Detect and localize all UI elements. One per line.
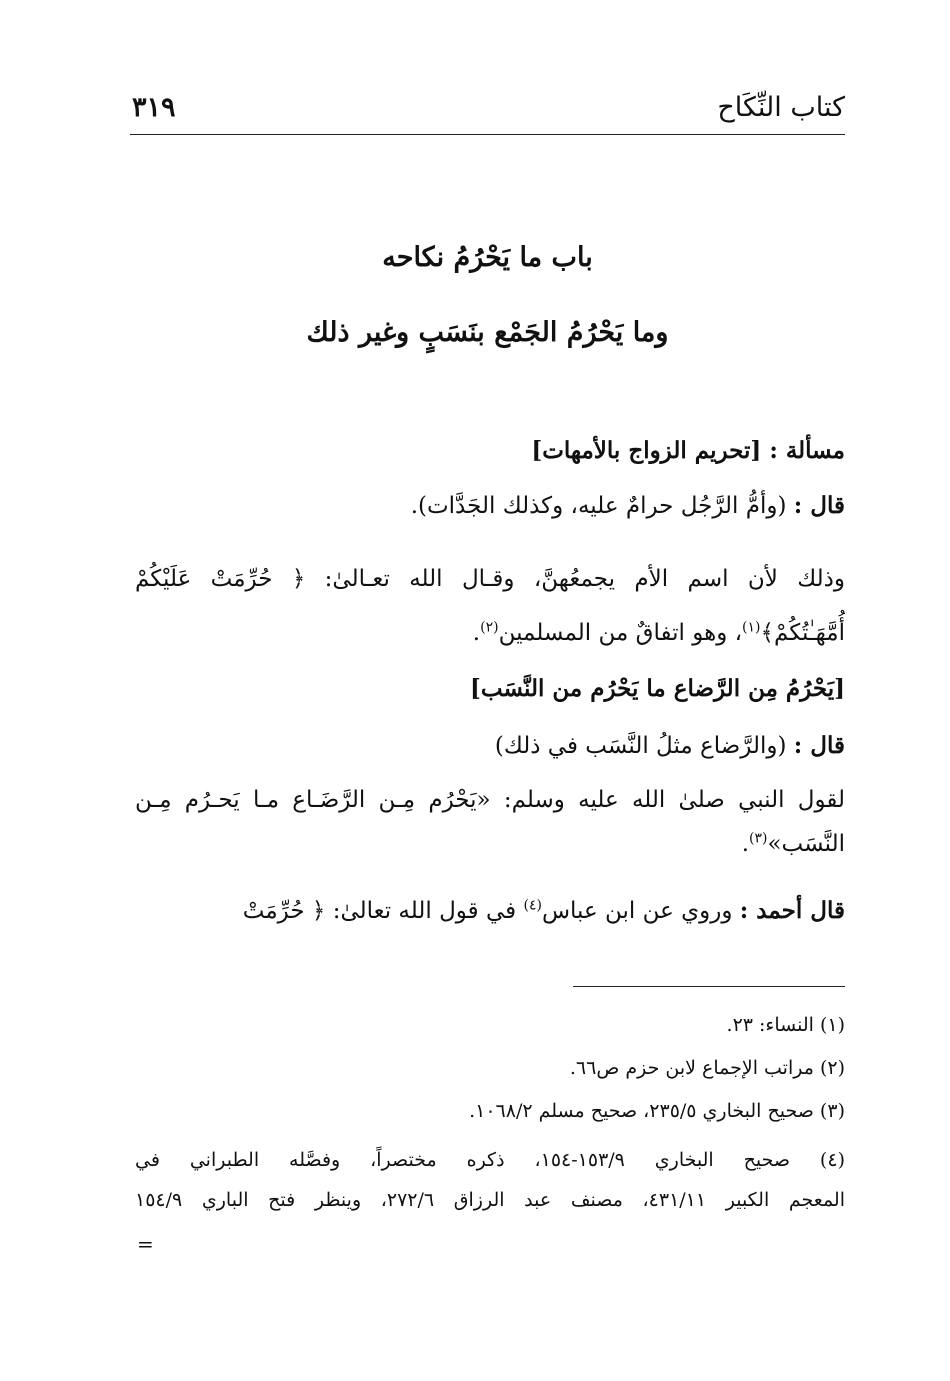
footnote-ref-2: (٢) — [480, 619, 499, 636]
running-header — [130, 92, 845, 132]
footnote-separator — [573, 986, 845, 987]
text-line-3: وذلك لأن اسم الأم يجمعُهنَّ، وقـال الله تعـالىٰ: ﴿ حُرِّمَتْ عَلَيْكُمْ — [135, 566, 845, 592]
text-span: في قول الله تعالىٰ: ﴿ حُرِّمَتْ — [242, 898, 517, 924]
text-span: . — [741, 831, 750, 857]
header-rule — [130, 134, 845, 135]
page-number: ٣١٩ — [132, 92, 176, 123]
section-heading-1: باب ما يَحْرُمُ نكاحه — [382, 242, 593, 273]
quote-text: (والرَّضاع مثلُ النَّسَب في ذلك) — [494, 733, 787, 759]
issue-heading-nursing: [يَحْرُمُ مِن الرَّضاع ما يَحْرُم من النَّسَب] — [470, 675, 845, 702]
footnote-4-line-2: المعجم الكبير ٤٣١/١١، مصنف عبد الرزاق ٢٧٢/٦، وينظر فتح الباري ١٥٤/٩ — [135, 1189, 846, 1211]
footnote-4-line-1: (٤) صحيح البخاري ١٥٣/٩-١٥٤، ذكره مختصراً، وفصَّله الطبراني في — [135, 1149, 845, 1171]
text-span: وروي عن ابن عباس — [541, 898, 733, 924]
footnote-ref-1: (١) — [742, 619, 761, 636]
section-heading-2: وما يَحْرُمُ الجَمْع بنَسَبٍ وغير ذلك — [306, 317, 669, 348]
text-line-7: لقول النبي صلىٰ الله عليه وسلم: «يَحْرُم مِـن الرَّضَـاع مـا يَحـرُم مِـن — [135, 787, 845, 813]
text-span: النَّسَب» — [767, 831, 845, 857]
text-line-9 — [135, 893, 845, 929]
footnote-1: (١) النساء: ٢٣. — [726, 1014, 845, 1036]
text-span: ، وهو اتفاقٌ من المسلمين — [498, 620, 743, 646]
qala-label: قال : — [793, 492, 845, 519]
issue-heading-mothers: مسألة : [تحريم الزواج بالأمهات] — [531, 437, 845, 464]
footnote-ref-3: (٣) — [749, 830, 768, 847]
footnote-3: (٣) صحيح البخاري ٢٣٥/٥، صحيح مسلم ١٠٦٨/٢. — [469, 1100, 845, 1122]
text-line-8 — [135, 826, 845, 862]
text-line-2 — [135, 488, 845, 524]
text-span: . — [472, 620, 481, 646]
footnote-ref-4: (٤) — [523, 897, 542, 914]
qala-ahmad-label: قال أحمد : — [739, 897, 845, 924]
quote-text: (وأمُّ الرَّجُل حرامٌ عليه، وكذلك الجَدَّات). — [410, 493, 787, 519]
text-line-4 — [135, 615, 845, 651]
footnote-2: (٢) مراتب الإجماع لابن حزم ص٦٦. — [569, 1057, 845, 1079]
text-line-6 — [135, 728, 845, 764]
verse-continuation: أُمَّهَـٰتُكُمْ﴾ — [760, 620, 845, 646]
qala-label: قال : — [793, 732, 845, 759]
chapter-title: كتاب النِّكَاح — [717, 92, 845, 123]
continuation-mark: = — [137, 1232, 154, 1256]
